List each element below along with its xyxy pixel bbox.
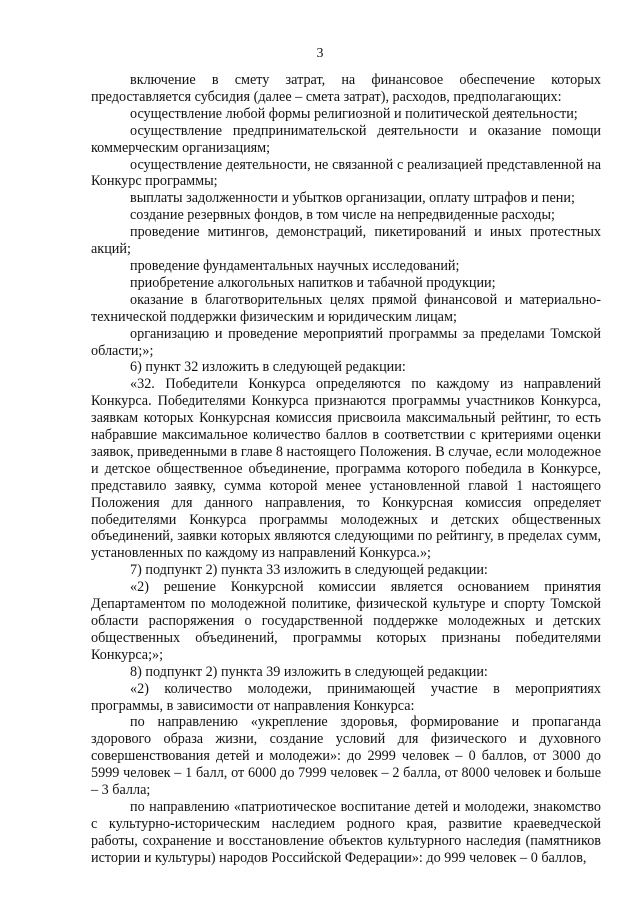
paragraph-charity-support: оказание в благотворительных целях прямой финансовой и материально-технической поддержки физическим и юридическим лицам; (91, 291, 601, 325)
paragraph-reserve-funds: создание резервных фондов, в том числе на непредвиденные расходы; (130, 207, 555, 224)
paragraph-patriotic-direction: по направлению «патриотическое воспитание детей и молодежи, знакомство с культурно-историческим наследием родного края, развитие краеведческой работы, сохранение и восстановление объектов культурного наследия (памятников истории и культуры) народов Российской Федерации»: до 999 человек – 0 баллов, (91, 798, 601, 866)
paragraph-debts-fines: выплаты задолженности и убытков организации, оплату штрафов и пени; (130, 190, 575, 207)
paragraph-clause-32: «32. Победители Конкурса определяются по каждому из направлений Конкурса. Победителями Конкурса признаются программы участников Конкурса, заявкам которых Конкурсная комиссия присвоила максимальный рейтинг, то есть набравшие максимальное количество баллов в соответствии с критериями оценки заявок, приведенными в главе 8 настоящего Положения. В случае, если молодежное и детское общественное объединение, программа которого победила в Конкурсе, представило заявку, сумма которой менее установленной главой 1 настоящего Положения для данного направления, то Конкурсная комиссия определяет победителями Конкурса программы молодежных и детских общественных объединений, заявки которых являются следующими по рейтингу, в пределах сумм, установленных по каждому из направлений Конкурса.»; (91, 376, 601, 562)
paragraph-clause-39-2: «2) количество молодежи, принимающей участие в мероприятиях программы, в зависимости от направления Конкурса: (91, 680, 601, 714)
paragraph-clause-33-2: «2) решение Конкурсной комиссии является основанием принятия Департаментом по молодежной политике, физической культуре и спорту Томской области распоряжения о государственной поддержке молодежных и детских общественных объединений, программы которых признаны победителями Конкурса;»; (91, 579, 601, 663)
paragraph-smeta-intro: включение в смету затрат, на финансовое обеспечение которых предоставляется субсидия (далее – смета затрат), расходов, предполагающих: (91, 72, 601, 105)
document-body (91, 72, 601, 867)
paragraph-religious-activity: осуществление любой формы религиозной и политической деятельности; (130, 105, 578, 122)
paragraph-outside-region: организацию и проведение мероприятий программы за пределами Томской области;»; (91, 325, 601, 359)
paragraph-item-6-heading: 6) пункт 32 изложить в следующей редакции: (130, 359, 406, 376)
page-number: 3 (316, 46, 324, 61)
paragraph-protest-actions: проведение митингов, демонстраций, пикетирований и иных протестных акций; (91, 224, 601, 258)
paragraph-alcohol-tobacco: приобретение алкогольных напитков и табачной продукции; (130, 274, 496, 291)
paragraph-item-8-heading: 8) подпункт 2) пункта 39 изложить в следующей редакции: (130, 663, 488, 680)
paragraph-item-7-heading: 7) подпункт 2) пункта 33 изложить в следующей редакции: (130, 562, 488, 579)
paragraph-fundamental-research: проведение фундаментальных научных исследований; (130, 257, 460, 274)
paragraph-health-direction: по направлению «укрепление здоровья, формирование и пропаганда здорового образа жизни, создание условий для физического и духовного совершенствования детей и молодежи»: до 2999 человек – 0 баллов, от 3000 до 5999 человек – 1 балл, от 6000 до 7999 человек – 2 балла, от 8000 человек и больше – 3 балла; (91, 714, 601, 799)
paragraph-unrelated-activity: осуществление деятельности, не связанной с реализацией представленной на Конкурс программы; (91, 156, 601, 190)
paragraph-business-activity: осуществление предпринимательской деятельности и оказание помощи коммерческим организациям; (91, 122, 601, 156)
